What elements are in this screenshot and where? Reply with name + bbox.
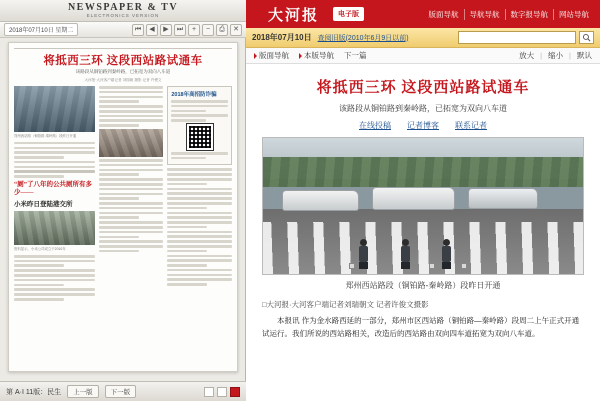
list-icon[interactable] [217,387,227,397]
article-toolbar [246,28,600,48]
zoom-in-icon[interactable]: + [188,24,200,36]
article-panel [246,0,600,401]
sheet-secondary-headline: “厕”了八年的公共厕所有多少—— [14,180,92,197]
masthead-subtitle: ELECTRONICS VERSION [86,13,160,19]
page-label: 第 A·I 11版：民生 [6,388,62,396]
divider-2: | [569,51,571,60]
nav-item-0[interactable]: 版面导航 [428,9,459,19]
divider: | [540,51,543,60]
sheet-info-box [167,86,232,165]
article-subbar [246,48,600,64]
link-blog[interactable]: 记者博客 [407,121,439,130]
next-article-label: 下一篇 [344,51,367,60]
sheet-column-1 [14,86,95,303]
article-subtitle: 该路段从铜铂路到秦岭路，已拓宽为双向八车道 [339,104,507,113]
masthead-title: NEWSPAPER & TV [67,2,179,14]
site-logo: 大河报 [268,7,320,24]
newspaper-page-image[interactable] [8,42,238,372]
link-submit[interactable]: 在线投稿 [359,121,391,130]
article-links [262,120,584,131]
photo-car-2 [372,187,455,210]
zoom-out-icon[interactable]: − [202,24,214,36]
sheet-columns [14,86,232,303]
nav-item-3[interactable]: 网站导航 [553,9,594,20]
statusbar-icons [204,387,240,397]
article-photo [262,137,584,275]
photo-pedestrian-2 [401,239,410,269]
search-input[interactable] [458,31,576,44]
left-toolbar [0,22,246,38]
rule [14,48,232,49]
site-header [246,0,600,28]
first-page-icon[interactable]: ⏮ [132,24,144,36]
left-masthead [0,0,246,22]
archive-link[interactable]: 查阅旧版(2010年6月9日以前) [317,34,409,42]
grid-icon[interactable] [204,387,214,397]
bookmark-icon[interactable] [230,387,240,397]
zoom-out-button[interactable]: 缩小 [548,51,564,60]
photo-trees [263,157,583,187]
sheet-photo-caption-2: 资料显示，小米公司成立于2010年 [14,247,66,252]
link-contact[interactable]: 联系记者 [455,121,487,130]
article-date: 2018年07月10日 [252,33,312,42]
sheet-byline: 大河报·大河客户端记者 刘瑞朝 摄影 记者 许俊文 [84,78,162,82]
section-nav-button[interactable] [299,50,334,61]
close-icon[interactable]: ✕ [230,24,242,36]
article-title: 将抵西三环 这段西站路试通车 [316,80,530,96]
photo-pedestrian-3 [442,239,451,269]
chevron-right-icon [254,53,257,59]
zoom-controls [519,50,592,61]
next-article-button[interactable] [344,50,367,61]
next-page-icon[interactable]: ▶ [160,24,172,36]
prev-page-button[interactable]: 上一版 [67,385,99,398]
page-nav-button[interactable] [254,50,289,61]
sheet-photo-main [14,86,95,132]
next-page-button[interactable]: 下一版 [105,385,137,398]
article-photo-caption: 郑州西站路段（铜铂路-秦岭路）段昨日开通 [345,281,501,290]
sheet-secondary-headline-2: 小米昨日登陆港交所 [14,200,73,208]
prev-page-icon[interactable]: ◀ [146,24,158,36]
left-date-label: 2018年07月10日 星期二 [4,23,78,36]
qr-code-icon [187,124,213,150]
site-nav [424,9,600,20]
photo-pedestrian-1 [359,239,368,269]
article-text: 本报讯 作为金水路西延的一部分，郑州市区西站路（铜铂路—秦岭路）段周二上午正式开通试运行。我们所说的西站路相关，改造后的西站路由双向四车道拓宽为双向八车道。 [262,316,580,338]
sheet-box-title: 2018年高招防诈骗 [171,92,217,98]
photo-crosswalk [263,222,583,274]
edition-badge: 电子版 [333,7,364,21]
newspaper-preview-panel [0,0,246,401]
zoom-in-button[interactable]: 放大 [519,51,535,60]
photo-bucket-3 [461,263,467,269]
left-statusbar [0,381,246,401]
nav-item-1[interactable]: 导航导航 [464,9,505,20]
photo-car-1 [282,190,359,212]
sheet-photo-tertiary [99,129,164,157]
search-icon[interactable] [579,31,594,44]
last-page-icon[interactable]: ⏭ [174,24,186,36]
print-icon[interactable]: ⎙ [216,24,228,36]
photo-bucket-1 [349,263,355,269]
zoom-default-button[interactable]: 默认 [577,51,592,60]
photo-car-3 [468,188,538,208]
article-body-container [246,64,600,401]
sheet-column-3 [167,86,232,303]
sheet-photo-caption: 郑州西站路（铜铂路-秦岭路）段昨日开通 [14,134,77,138]
page-nav-label: 版面导航 [259,51,289,60]
sheet-headline: 将抵西三环 这段西站路试通车 [43,55,203,67]
sheet-subhead: 该路段从铜铂路到秦岭路，已拓宽为双向八车道 [75,69,171,74]
photo-bucket-2 [429,263,435,269]
sheet-photo-secondary [14,211,95,245]
left-toolbar-icons [132,24,242,36]
search-area [458,31,594,44]
sheet-column-2 [99,86,164,303]
nav-item-2[interactable]: 数字报导航 [505,9,554,20]
chevron-right-icon-2 [299,53,302,59]
section-nav-label: 本版导航 [304,51,334,60]
article-credit: □大河报·大河客户端记者刘瑞朝文 记者许俊文摄影 [262,300,429,309]
